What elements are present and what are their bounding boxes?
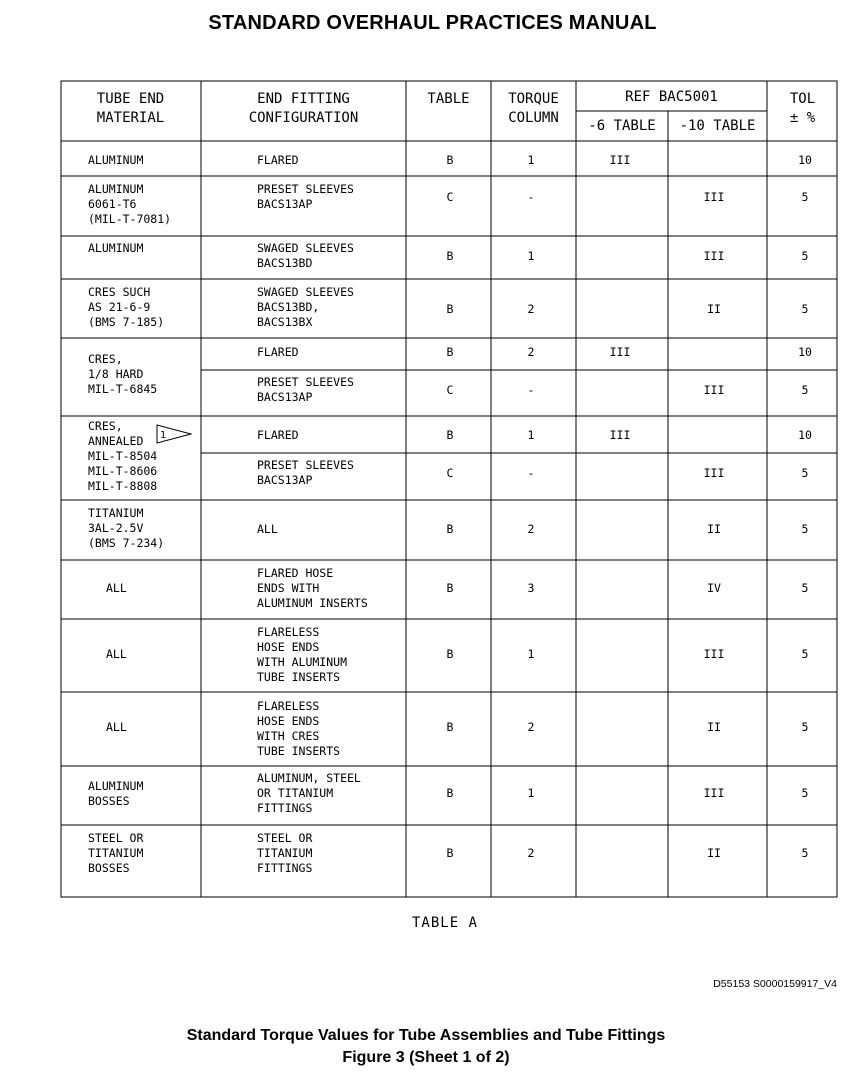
- document-id: D55153 S0000159917_V4: [713, 978, 837, 990]
- cell-ref10: II: [707, 720, 721, 734]
- cell-torque: 2: [527, 345, 535, 359]
- header-table: TABLE: [427, 91, 470, 107]
- cell-material: ALL: [106, 647, 127, 661]
- cell-torque: -: [527, 383, 535, 397]
- cell-torque: 3: [527, 581, 535, 595]
- cell-config: ALUMINUM, STEEL OR TITANIUM FITTINGS: [257, 771, 361, 815]
- cell-torque: -: [527, 466, 535, 480]
- cell-ref10: III: [703, 249, 725, 263]
- cell-config: FLARELESS HOSE ENDS WITH ALUMINUM TUBE INSERTS: [257, 625, 348, 684]
- cell-table: B: [446, 846, 454, 860]
- cell-material: TITANIUM 3AL-2.5V (BMS 7-234): [88, 506, 165, 550]
- cell-material: ALUMINUM 6061-T6 (MIL-T-7081): [88, 182, 172, 226]
- cell-tol: 5: [801, 466, 809, 480]
- cell-table: B: [446, 153, 454, 167]
- cell-ref10: II: [707, 302, 721, 316]
- cell-tol: 10: [798, 428, 812, 442]
- cell-ref10: III: [703, 383, 725, 397]
- cell-tol: 5: [801, 249, 809, 263]
- cell-config: FLARELESS HOSE ENDS WITH CRES TUBE INSERTS: [257, 699, 341, 758]
- cell-table: C: [446, 466, 454, 480]
- cell-torque: 1: [527, 249, 535, 263]
- cell-tol: 5: [801, 302, 809, 316]
- cell-ref6: III: [609, 153, 631, 167]
- cell-config: PRESET SLEEVES BACS13AP: [257, 375, 354, 404]
- cell-tol: 5: [801, 581, 809, 595]
- cell-ref6: III: [609, 428, 631, 442]
- page-title: STANDARD OVERHAUL PRACTICES MANUAL: [208, 12, 657, 34]
- cell-config: FLARED: [257, 153, 299, 167]
- cell-torque: 2: [527, 302, 535, 316]
- cell-table: B: [446, 302, 454, 316]
- header-tol: TOL ± %: [789, 91, 816, 126]
- header-ref10: -10 TABLE: [679, 118, 756, 134]
- cell-tol: 5: [801, 383, 809, 397]
- cell-torque: 1: [527, 786, 535, 800]
- cell-table: B: [446, 647, 454, 661]
- cell-tol: 5: [801, 522, 809, 536]
- header-ref6: -6 TABLE: [588, 118, 656, 134]
- figure-caption-title: Standard Torque Values for Tube Assemblies and Tube Fittings: [186, 1027, 666, 1044]
- cell-table: B: [446, 522, 454, 536]
- cell-torque: -: [527, 190, 535, 204]
- cell-config: STEEL OR TITANIUM FITTINGS: [257, 831, 313, 875]
- cell-material: ALL: [106, 720, 127, 734]
- cell-material: CRES, ANNEALED MIL-T-8504 MIL-T-8606 MIL-T-8808: [88, 419, 158, 493]
- cell-torque: 1: [527, 647, 535, 661]
- cell-torque: 1: [527, 153, 535, 167]
- torque-table: [60, 80, 838, 898]
- cell-tol: 5: [801, 190, 809, 204]
- cell-config: FLARED: [257, 428, 299, 442]
- cell-table: B: [446, 249, 454, 263]
- cell-material: ALL: [106, 581, 127, 595]
- header-ref: REF BAC5001: [625, 89, 718, 105]
- cell-tol: 5: [801, 846, 809, 860]
- cell-ref10: III: [703, 647, 725, 661]
- cell-torque: 2: [527, 522, 535, 536]
- note-flag-number: 1: [160, 430, 167, 441]
- cell-tol: 10: [798, 153, 812, 167]
- cell-material: STEEL OR TITANIUM BOSSES: [88, 831, 144, 875]
- cell-material: CRES, 1/8 HARD MIL-T-6845: [88, 352, 158, 396]
- cell-table: B: [446, 720, 454, 734]
- cell-config: FLARED HOSE ENDS WITH ALUMINUM INSERTS: [257, 566, 368, 610]
- header-config: END FITTING CONFIGURATION: [248, 91, 359, 126]
- cell-ref10: II: [707, 522, 721, 536]
- table-label: TABLE A: [411, 915, 478, 931]
- cell-config: FLARED: [257, 345, 299, 359]
- cell-material: ALUMINUM: [88, 241, 144, 255]
- cell-table: C: [446, 383, 454, 397]
- cell-torque: 2: [527, 720, 535, 734]
- cell-tol: 5: [801, 720, 809, 734]
- cell-tol: 5: [801, 786, 809, 800]
- cell-ref10: II: [707, 846, 721, 860]
- cell-table: B: [446, 345, 454, 359]
- cell-table: B: [446, 786, 454, 800]
- cell-ref10: III: [703, 466, 725, 480]
- cell-torque: 1: [527, 428, 535, 442]
- cell-config: SWAGED SLEEVES BACS13BD, BACS13BX: [257, 285, 354, 329]
- header-torque: TORQUE COLUMN: [508, 91, 559, 126]
- cell-tol: 5: [801, 647, 809, 661]
- header-material: TUBE END MATERIAL: [96, 91, 165, 126]
- cell-material: ALUMINUM BOSSES: [88, 779, 144, 808]
- cell-material: CRES SUCH AS 21-6-9 (BMS 7-185): [88, 285, 165, 329]
- cell-ref6: III: [609, 345, 631, 359]
- cell-config: PRESET SLEEVES BACS13AP: [257, 182, 354, 211]
- cell-table: B: [446, 581, 454, 595]
- cell-ref10: III: [703, 190, 725, 204]
- cell-ref10: IV: [707, 581, 721, 595]
- figure-caption-sheet: Figure 3 (Sheet 1 of 2): [342, 1049, 510, 1066]
- cell-torque: 2: [527, 846, 535, 860]
- cell-table: C: [446, 190, 454, 204]
- cell-ref10: III: [703, 786, 725, 800]
- cell-tol: 10: [798, 345, 812, 359]
- note-flag-icon: [156, 424, 192, 444]
- cell-material: ALUMINUM: [88, 153, 144, 167]
- cell-table: B: [446, 428, 454, 442]
- cell-config: ALL: [257, 522, 278, 536]
- cell-config: PRESET SLEEVES BACS13AP: [257, 458, 354, 487]
- cell-config: SWAGED SLEEVES BACS13BD: [257, 241, 354, 270]
